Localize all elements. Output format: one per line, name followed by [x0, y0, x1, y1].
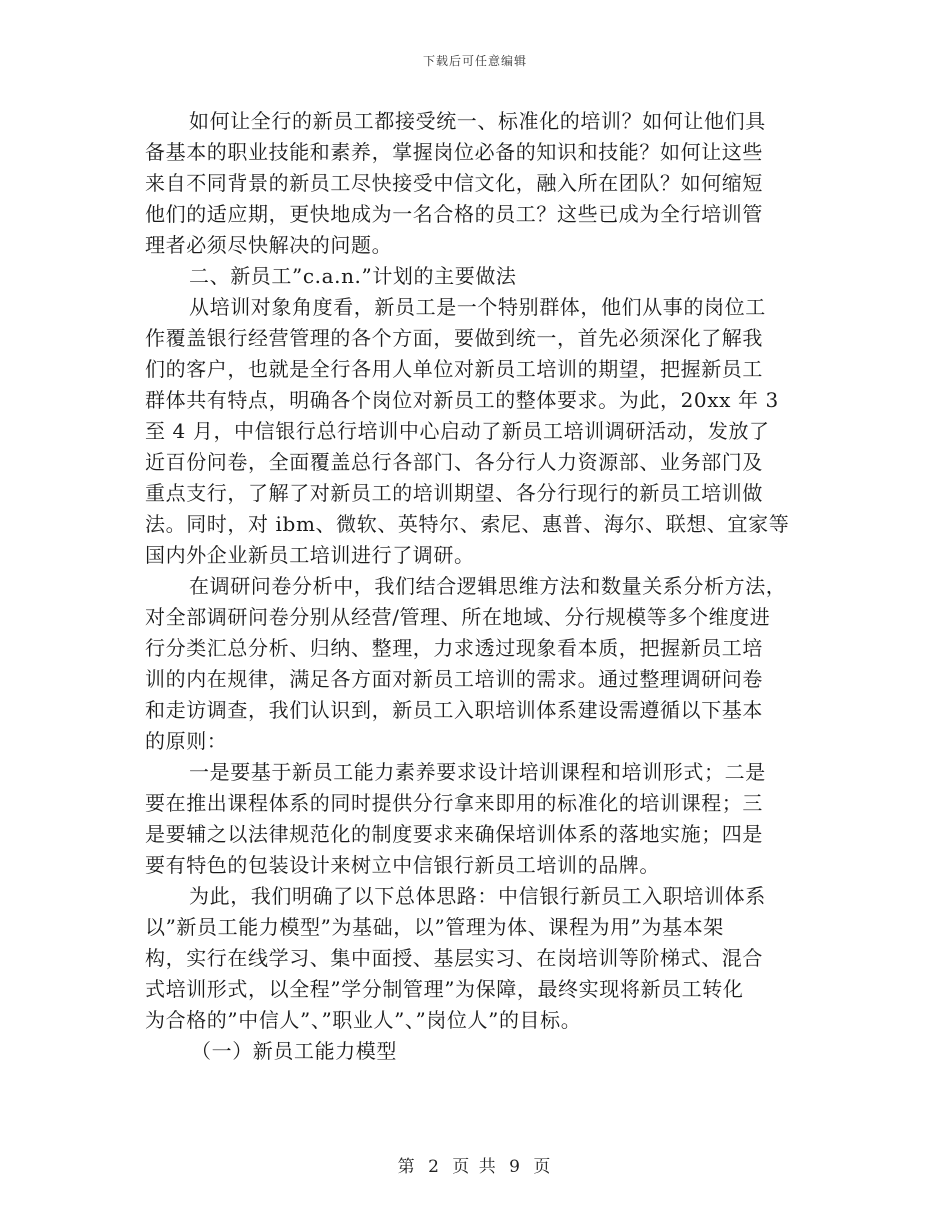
page-footer: [0, 1152, 950, 1177]
text-line: 为此，我们明确了以下总体思路：中信银行新员工入职培训体系: [189, 884, 766, 908]
text-line: 以”新员工能力模型”为基础，以”管理为体、课程为用”为基本架: [145, 915, 724, 939]
header-note: 下载后可任意编辑: [422, 54, 527, 68]
text-line: 来自不同背景的新员工尽快接受中信文化，融入所在团队？如何缩短: [145, 171, 763, 195]
text-line: 他们的适应期，更快地成为一名合格的员工？这些已成为全行培训管: [145, 202, 763, 226]
text-line: 为合格的”中信人”、”职业人”、”岗位人”的目标。: [145, 1008, 582, 1032]
text-line: 和走访调查，我们认识到，新员工入职培训体系建设需遵循以下基本: [145, 698, 763, 722]
text-line: 作覆盖银行经营管理的各个方面，要做到统一，首先必须深化了解我: [145, 326, 763, 350]
page-number: 2: [428, 1157, 441, 1177]
text-line: 法。同时，对 ibm、微软、英特尔、索尼、惠普、海尔、联想、宜家等: [145, 512, 790, 536]
text-line: 的原则：: [145, 729, 228, 753]
text-line: 在调研问卷分析中，我们结合逻辑思维方法和数量关系分析方法，: [189, 574, 787, 598]
text-line: 理者必须尽快解决的问题。: [145, 233, 393, 257]
text-line: 式培训形式，以全程”学分制管理”为保障，最终实现将新员工转化: [145, 977, 744, 1001]
text-line: 训的内在规律，满足各方面对新员工培训的需求。通过整理调研问卷: [145, 667, 763, 691]
text-line: 是要辅之以法律规范化的制度要求来确保培训体系的落地实施；四是: [145, 822, 763, 846]
text-line: 对全部调研问卷分别从经营/管理、所在地域、分行规模等多个维度进: [145, 605, 771, 629]
footer-middle: 页 共: [452, 1157, 498, 1177]
text-line: 一是要基于新员工能力素养要求设计培训课程和培训形式；二是: [189, 760, 766, 784]
text-line: 从培训对象角度看，新员工是一个特别群体，他们从事的岗位工: [189, 295, 766, 319]
text-line: 近百份问卷，全面覆盖总行各部门、各分行人力资源部、业务部门及: [145, 450, 763, 474]
footer-suffix: 页: [533, 1157, 553, 1177]
text-line: 要在推出课程体系的同时提供分行拿来即用的标准化的培训课程；三: [145, 791, 763, 815]
total-pages: 9: [509, 1157, 522, 1177]
document-body: [145, 106, 805, 1067]
text-line: 行分类汇总分析、归纳、整理，力求透过现象看本质，把握新员工培: [145, 636, 763, 660]
text-line: 至 4 月，中信银行总行培训中心启动了新员工培训调研活动，发放了: [145, 419, 770, 443]
text-line: 国内外企业新员工培训进行了调研。: [145, 543, 475, 567]
text-line: 群体共有特点，明确各个岗位对新员工的整体要求。为此，20xx 年 3: [145, 388, 779, 412]
text-line: 重点支行，了解了对新员工的培训期望、各分行现行的新员工培训做: [145, 481, 763, 505]
text-line: 要有特色的包装设计来树立中信银行新员工培训的品牌。: [145, 853, 660, 877]
footer-prefix: 第: [397, 1157, 417, 1177]
text-line: 构，实行在线学习、集中面授、基层实习、在岗培训等阶梯式、混合: [145, 946, 763, 970]
section-heading: 二、新员工”c.a.n.”计划的主要做法: [189, 264, 517, 288]
subsection-heading: （一）新员工能力模型: [191, 1039, 397, 1063]
text-line: 们的客户，也就是全行各用人单位对新员工培训的期望，把握新员工: [145, 357, 763, 381]
text-line: 如何让全行的新员工都接受统一、标准化的培训？如何让他们具: [189, 109, 766, 133]
text-line: 备基本的职业技能和素养，掌握岗位必备的知识和技能？如何让这些: [145, 140, 763, 164]
